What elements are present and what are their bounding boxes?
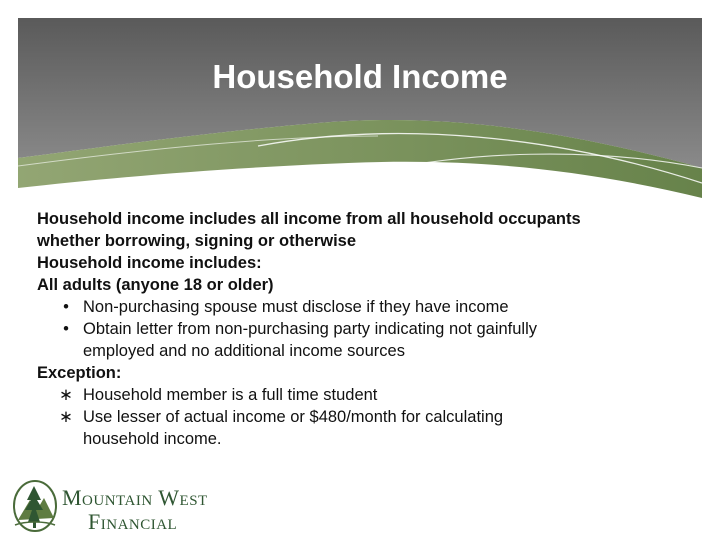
bullet-star-icon: ∗	[59, 408, 73, 426]
body-line-1: Household income includes all income from all household occupants	[37, 210, 581, 228]
logo-line-2: Financial	[88, 509, 178, 534]
bullet-text-continued: household income.	[83, 430, 222, 448]
body-line-4: All adults (anyone 18 or older)	[37, 276, 274, 294]
bullet-text: Obtain letter from non-purchasing party indicating not gainfully	[83, 320, 537, 338]
bullet-star-icon: ∗	[59, 386, 73, 404]
bullet-text: Non-purchasing spouse must disclose if they have income	[83, 298, 509, 316]
mountain-tree-icon	[10, 478, 60, 534]
bullet-dot-icon: •	[63, 320, 69, 338]
adult-bullet-item	[37, 296, 677, 318]
bullet-text-continued: employed and no additional income sources	[83, 342, 405, 360]
bullet-dot-icon: •	[63, 298, 69, 316]
logo-line-1: Mountain West	[62, 485, 208, 510]
adult-bullet-item	[37, 318, 677, 362]
exception-heading: Exception:	[37, 364, 122, 382]
bullet-text: Household member is a full time student	[83, 386, 378, 404]
body-line-3: Household income includes:	[37, 254, 262, 272]
exception-bullet-item	[37, 406, 677, 450]
header-banner	[18, 18, 702, 198]
slide-title: Household Income	[212, 58, 508, 95]
exception-bullet-item	[37, 384, 677, 406]
company-logo	[10, 478, 208, 534]
slide-header	[18, 18, 702, 198]
logo-wordmark	[62, 486, 208, 534]
bullet-text: Use lesser of actual income or $480/month for calculating	[83, 408, 504, 426]
slide-body	[37, 208, 677, 450]
body-line-2: whether borrowing, signing or otherwise	[37, 232, 357, 250]
